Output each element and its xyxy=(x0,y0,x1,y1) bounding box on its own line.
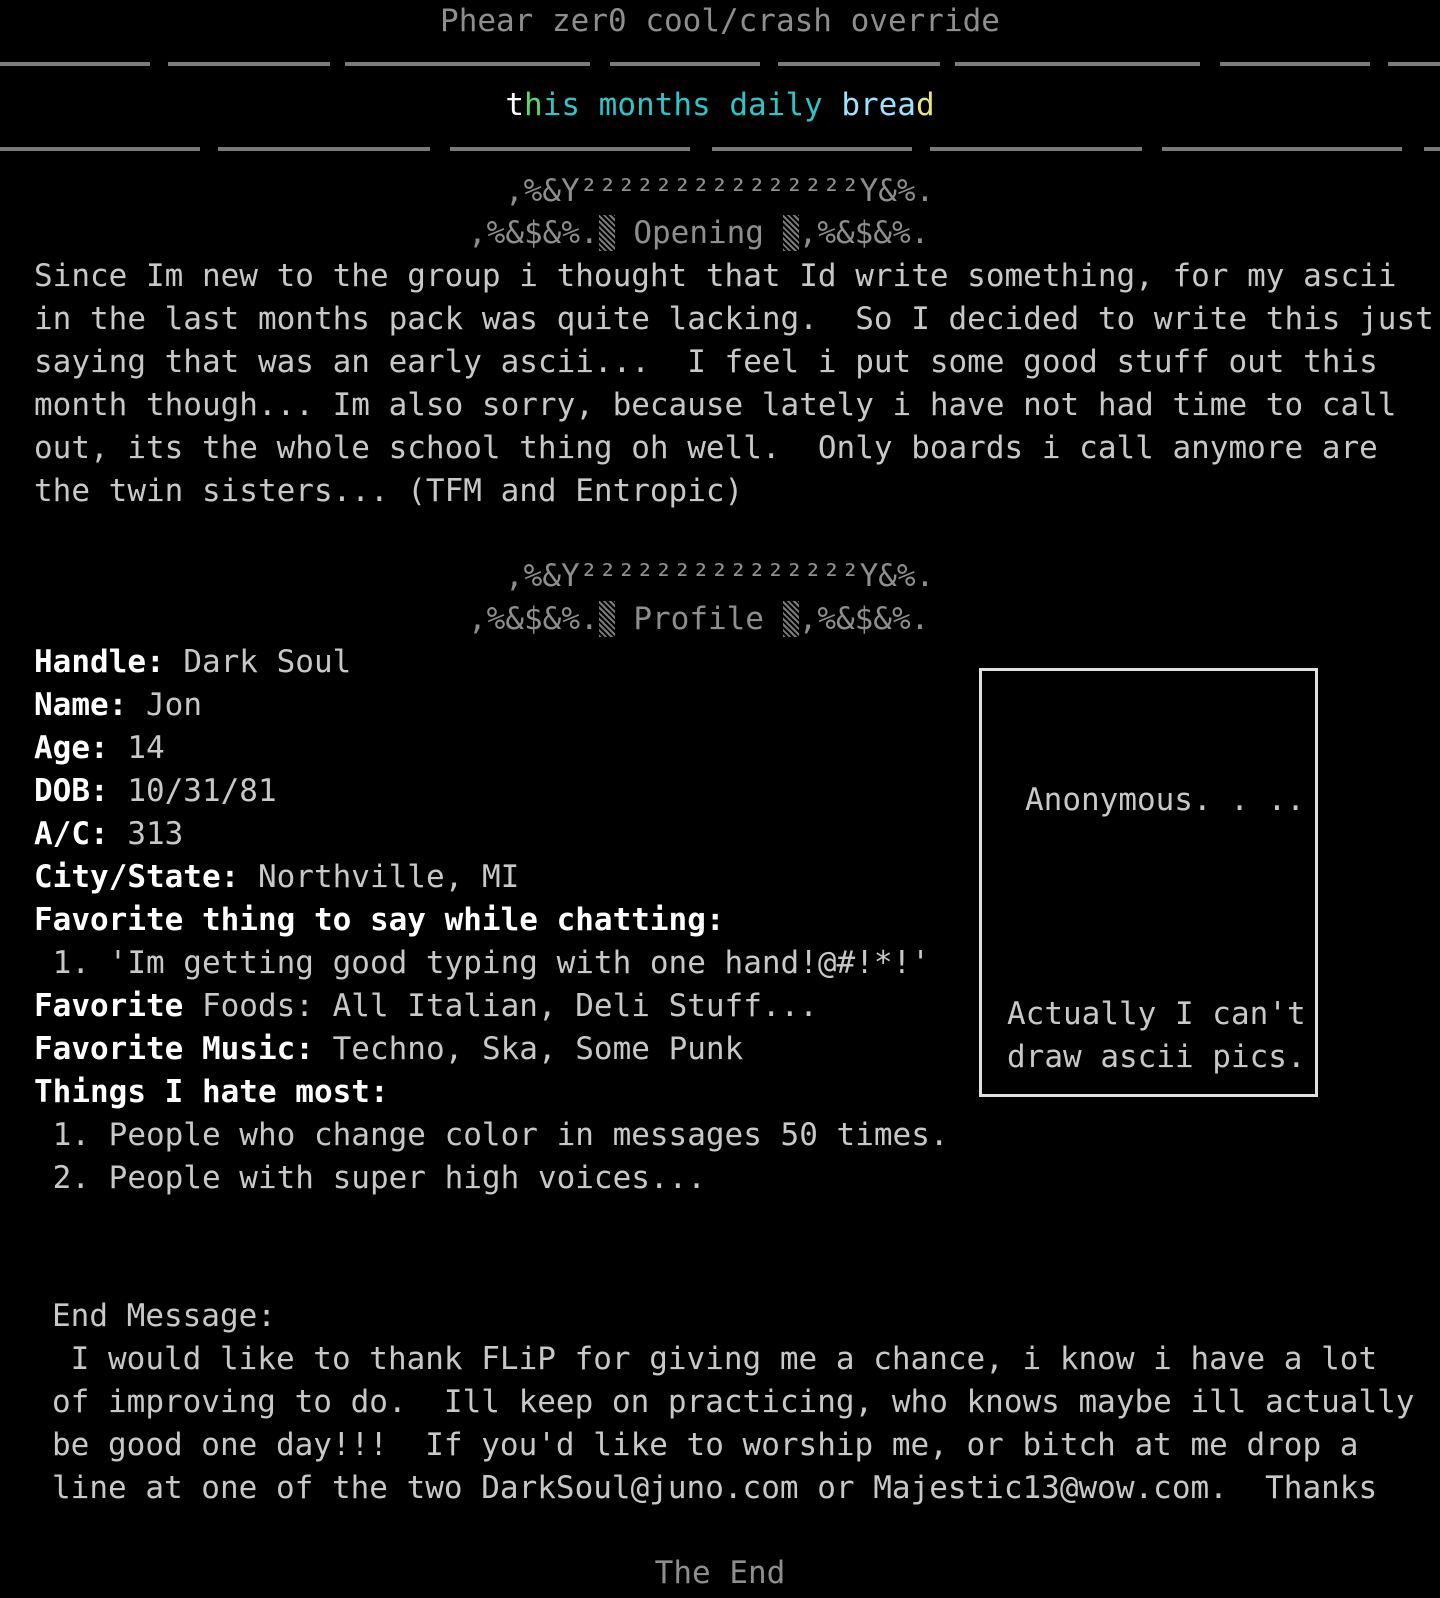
opening-line: in the last months pack was quite lacking. So I decided to write this just xyxy=(34,301,1434,337)
profile-list-item: 2. People with super high voices... xyxy=(34,1160,706,1196)
opening-ornament: ,%&Y²²²²²²²²²²²²²²²Y&%. xyxy=(505,173,935,209)
profile-field-city: City/State: Northville, MI xyxy=(34,859,520,895)
opening-line: saying that was an early ascii... I feel i put some good stuff out this xyxy=(34,344,1378,380)
end-message-line: I would like to thank FLiP for giving me a chance, i know i have a lot xyxy=(52,1341,1378,1377)
header-title: Phear zer0 cool/crash override xyxy=(440,3,1000,39)
profile-list-item: 1. 'Im getting good typing with one hand!@#!*!' xyxy=(34,945,930,981)
profile-field-chat: Favorite thing to say while chatting: xyxy=(34,902,725,938)
shade-block-icon xyxy=(783,601,799,637)
end-message-line: line at one of the two DarkSoul@juno.com or Majestic13@wow.com. Thanks xyxy=(52,1470,1378,1506)
profile-field-hate: Things I hate most: xyxy=(34,1074,389,1110)
opening-line: out, its the whole school thing oh well. Only boards i call anymore are xyxy=(34,430,1378,466)
shade-block-icon xyxy=(783,215,799,251)
profile-list-item: 1. People who change color in messages 50 times. xyxy=(34,1117,949,1153)
end-message-heading: End Message: xyxy=(52,1298,276,1334)
ascii-pic-box xyxy=(979,668,1318,1097)
box-anonymous-text: Anonymous. . .. xyxy=(1025,782,1305,818)
section-subtitle: this months daily bread xyxy=(505,87,935,123)
opening-line: month though... Im also sorry, because lately i have not had time to call xyxy=(34,387,1397,423)
end-message-line: of improving to do. Ill keep on practicing, who knows maybe ill actually xyxy=(52,1384,1415,1420)
separator-top xyxy=(0,62,1440,66)
profile-heading: ,%&$&%. Profile ,%&$&%. xyxy=(468,601,930,637)
profile-field-dob: DOB: 10/31/81 xyxy=(34,773,277,809)
profile-field-name: Name: Jon xyxy=(34,687,202,723)
profile-field-music: Favorite Music: Techno, Ska, Some Punk xyxy=(34,1031,744,1067)
profile-field-handle: Handle: Dark Soul xyxy=(34,644,352,680)
opening-heading: ,%&$&%. Opening ,%&$&%. xyxy=(468,215,930,251)
opening-line: the twin sisters... (TFM and Entropic) xyxy=(34,473,744,509)
profile-field-age: Age: 14 xyxy=(34,730,165,766)
shade-block-icon xyxy=(599,215,615,251)
profile-field-ac: A/C: 313 xyxy=(34,816,184,852)
box-caption-line: draw ascii pics. xyxy=(1007,1039,1306,1075)
separator-bottom xyxy=(0,147,1440,151)
shade-block-icon xyxy=(599,601,615,637)
footer-the-end: The End xyxy=(654,1555,786,1591)
profile-field-foods: Favorite Foods: All Italian, Deli Stuff... xyxy=(34,988,818,1024)
box-caption-line: Actually I can't xyxy=(1007,996,1306,1032)
profile-ornament: ,%&Y²²²²²²²²²²²²²²²Y&%. xyxy=(505,558,935,594)
end-message-line: be good one day!!! If you'd like to worship me, or bitch at me drop a xyxy=(52,1427,1359,1463)
opening-line: Since Im new to the group i thought that Id write something, for my ascii xyxy=(34,258,1397,294)
